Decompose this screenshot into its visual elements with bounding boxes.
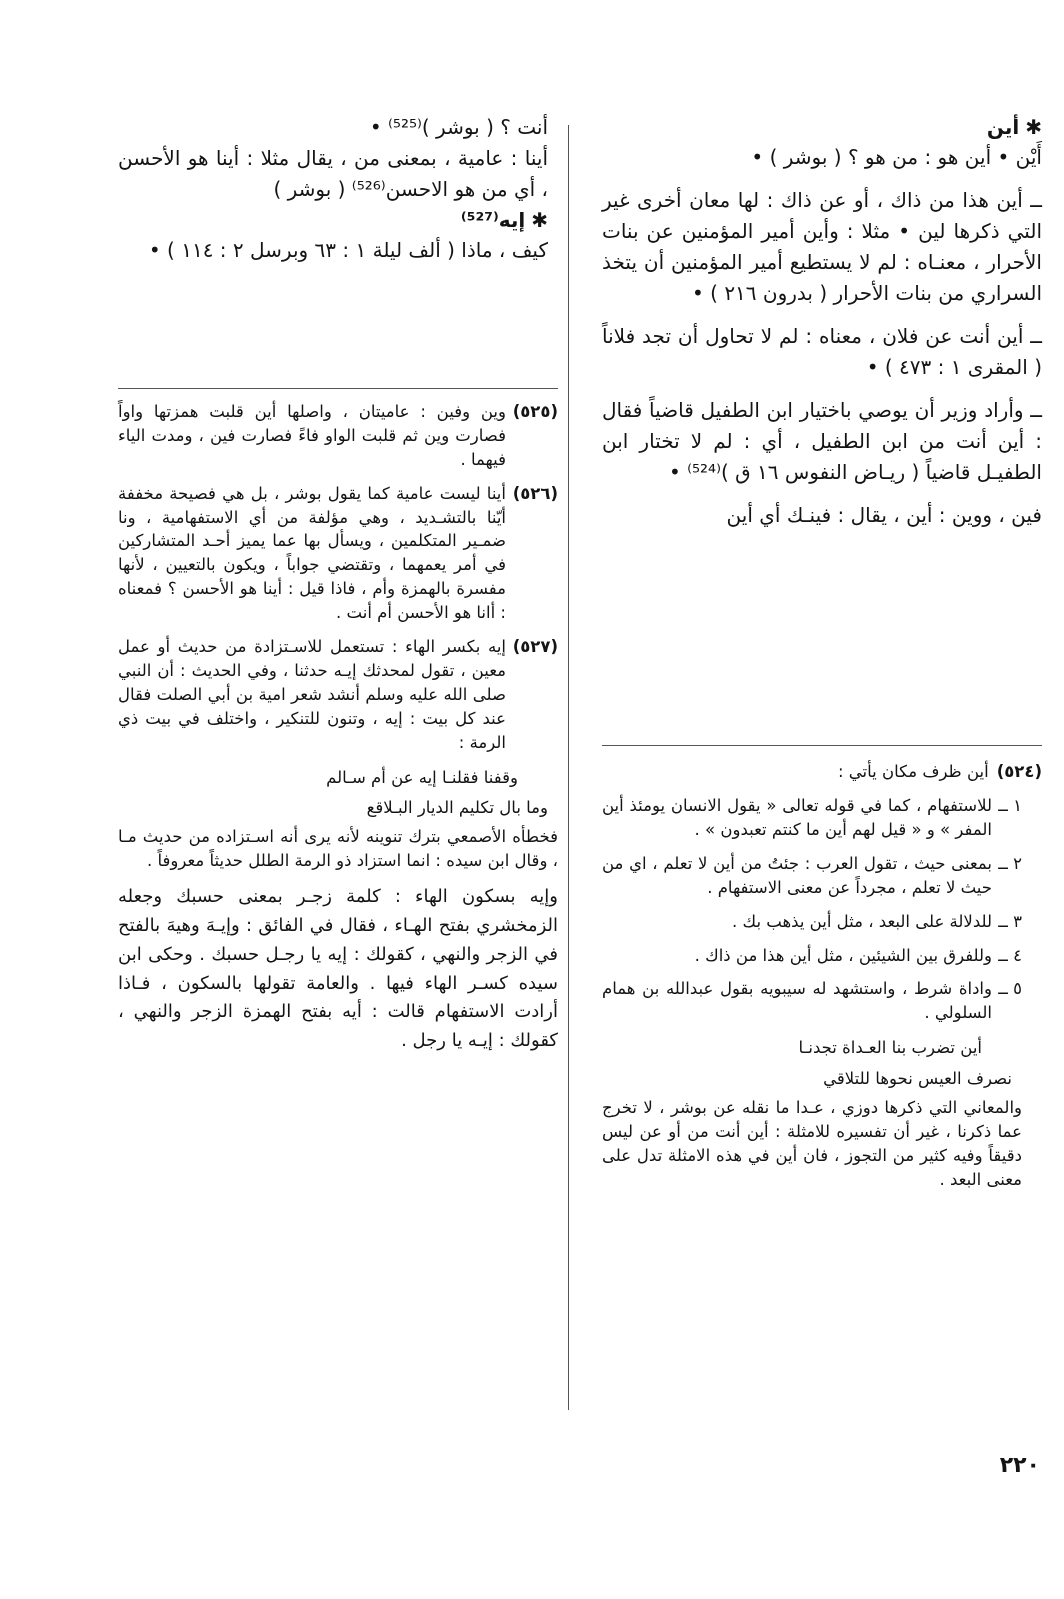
footnote-separator-right — [602, 745, 1042, 746]
footnote-text: وين وفين : عاميتان ، واصلها أين قلبت همزتها واواً فصارت وين ثم قلبت الواو فاءً فصارت فين ، ومدت الياء فيهما . — [118, 401, 506, 469]
list-item — [602, 944, 1022, 968]
footnotes-right — [602, 760, 1042, 1202]
star-marker-icon: ✱ — [1025, 115, 1042, 139]
list-text: بمعنى حيث ، تقول العرب : جئتُ من أين لا تعلم ، اي من حيث لا تعلم ، مجرداً عن معنى الاستفهام . — [602, 853, 992, 897]
footnote-number: (٥٢٦) — [512, 483, 558, 503]
list-text: واداة شرط ، واستشهد له سيبويه بقول عبدالله بن همام السلولي . — [602, 979, 992, 1023]
footnote-text: أين ظرف مكان يأتي : — [838, 762, 989, 781]
star-marker-icon: ✱ — [531, 208, 548, 232]
footnote-separator-left — [118, 388, 558, 389]
entry-paragraph: كيف ، ماذا ( ألف ليلة ١ : ٦٣ وبرسل ٢ : ١١٤ ) • — [148, 238, 548, 262]
list-text: للدلالة على البعد ، مثل أين يذهب بك . — [732, 911, 992, 931]
entry-word: أين — [986, 115, 1020, 139]
footnote — [118, 482, 558, 625]
list-item — [602, 910, 1022, 934]
list-text: وللفرق بين الشيئين ، مثل أين هذا من ذاك . — [694, 945, 992, 965]
list-item — [602, 852, 1022, 900]
list-index: ٥ ــ — [998, 979, 1022, 999]
list-index: ١ ــ — [998, 795, 1022, 815]
page-number: ٢٢٠ — [999, 1453, 1040, 1478]
footnote — [118, 635, 558, 755]
footnote-list — [602, 794, 1022, 1192]
footnote-text: إيه بكسر الهاء : تستعمل للاسـتزادة من حديث أو عمل معين ، تقول لمحدثك إيـه حدثنا ، وفي الحديث : أن النبي صلى الله عليه وسلم أنشد شعر امية بن أبي الصلت فقال عند كل بيت : إيه ، وتنون للتنكير ، واختلف في بيت ذي الرمة : — [118, 637, 506, 752]
footnote — [118, 400, 558, 472]
right-column — [602, 112, 1042, 531]
list-text: للاستفهام ، كما في قوله تعالى « يقول الانسان يومئذ أين المفر » و « قيل لهم أين ما كنتم تعبدون » . — [602, 795, 992, 839]
footnote-number: (٥٢٥) — [512, 402, 558, 421]
left-column — [118, 112, 548, 266]
footnotes-left — [118, 400, 558, 1066]
entry-line: أَيْن • أين هو : من هو ؟ ( بوشر ) • — [751, 145, 1042, 169]
entry-word: إيه⁽⁵²⁷⁾ — [460, 208, 526, 232]
entry-heading — [602, 112, 1042, 142]
entry-paragraph: ــ أين هذا من ذاك ، أو عن ذاك : لها معان أخرى غير التي ذكرها لين • مثلا : وأين أمير المؤمنين عن بنات الأحرار ، معنـاه : لم لا يستطيع أمير المؤمنين أن يتخذ السراري من بنات الأحرار ( بدرون ٢١٦ ) • — [602, 188, 1042, 305]
entry-line: أنت ؟ ( بوشر )⁽⁵²⁵⁾ • — [369, 115, 548, 139]
list-index: ٤ ــ — [998, 945, 1022, 965]
footnote-text: أينا ليست عامية كما يقول بوشر ، بل هي فصيحة مخففة أيّنا بالتشـديد ، وهي مؤلفة من أي الاستفهامية ، ونا ضمـير المتكلمين ، ويسأل بها عما يميز أحـد المتشاركين في أمر يعمهما ، وتقتضي جواباً ، ويكون بالتعيين ، لأنها مفسرة بالهمزة وأم ، فاذا قيل : أينا هو الأحسن ؟ فمعناه : أانا هو الأحسن أم أنت . — [118, 483, 506, 623]
entry-paragraph: ــ أين أنت عن فلان ، معناه : لم لا تحاول أن تجد فلاناً ( المقرى ١ : ٤٧٣ ) • — [602, 324, 1042, 379]
verse-line: وما بال تكليم الديار البـلاقع — [366, 798, 548, 818]
footnote-number: (٥٢٤) — [996, 762, 1042, 781]
list-index: ٢ ــ — [998, 853, 1022, 873]
entry-paragraph: أينا : عامية ، بمعنى من ، يقال مثلا : أينا هو الأحسن ، أي من هو الاحسن⁽⁵²⁶⁾ ( بوشر ) — [118, 146, 548, 201]
verse-line: وقفنا فقلنـا إيه عن أم سـالم — [326, 767, 518, 787]
footnote-paragraph: فخطأه الأصمعي بترك تنوينه لأنه يرى أنه اسـتزاده من حديث مـا ، وقال ابن سيده : انما استزاد ذو الرمة الطلل حديثاً معروفاً . — [118, 827, 558, 871]
list-index: ٣ ــ — [998, 911, 1022, 931]
entry-paragraph: فين ، ووين : أين ، يقال : فينـك أي أين — [726, 503, 1042, 527]
footnote-paragraph: وإيه بسكون الهاء : كلمة زجـر بمعنى حسبك وجعله الزمخشري بفتح الهـاء ، فقال في الفائق : وإيـهَ وهيهَ بالفتح في الزجر والنهي ، كقولك : إيه يا رجـل حسبك . وحكى ابن سيده كسـر الهاء فيها . والعامة تقولها بالسكون ، فـاذا أرادت الاستفهام قالت : أيه بفتح الهمزة الزجر والنهي ، كقولك : إيـه يا رجل . — [118, 886, 558, 1052]
footnote-paragraph: والمعاني التي ذكرها دوزي ، عـدا ما نقله عن بوشر ، لا تخرج عما ذكرنا ، غير أن تفسيره للامثلة : أين أنت من أو عن ليس دقيقاً وفيه كثير من التجوز ، فان أين في هذه الامثلة تدل على معنى البعد . — [602, 1098, 1022, 1189]
list-item — [602, 977, 1022, 1025]
footnote-intro — [602, 760, 1042, 784]
footnote-number: (٥٢٧) — [512, 637, 558, 657]
entry-paragraph: ــ وأراد وزير أن يوصي باختيار ابن الطفيل قاضياً فقال : أين أنت من ابن الطفيل ، أي : لم لا تختار ابن الطفيـل قاضياً ( ريـاض النفوس ١٦ ق )⁽⁵²⁴⁾ • — [602, 398, 1042, 484]
verse-line: أين تضرب بنا العـداة تجدنـا — [798, 1038, 982, 1058]
list-item — [602, 794, 1022, 842]
verse-line: نصرف العيس نحوها للتلاقي — [823, 1068, 1012, 1088]
entry-heading — [118, 205, 548, 235]
column-divider — [568, 125, 569, 1410]
